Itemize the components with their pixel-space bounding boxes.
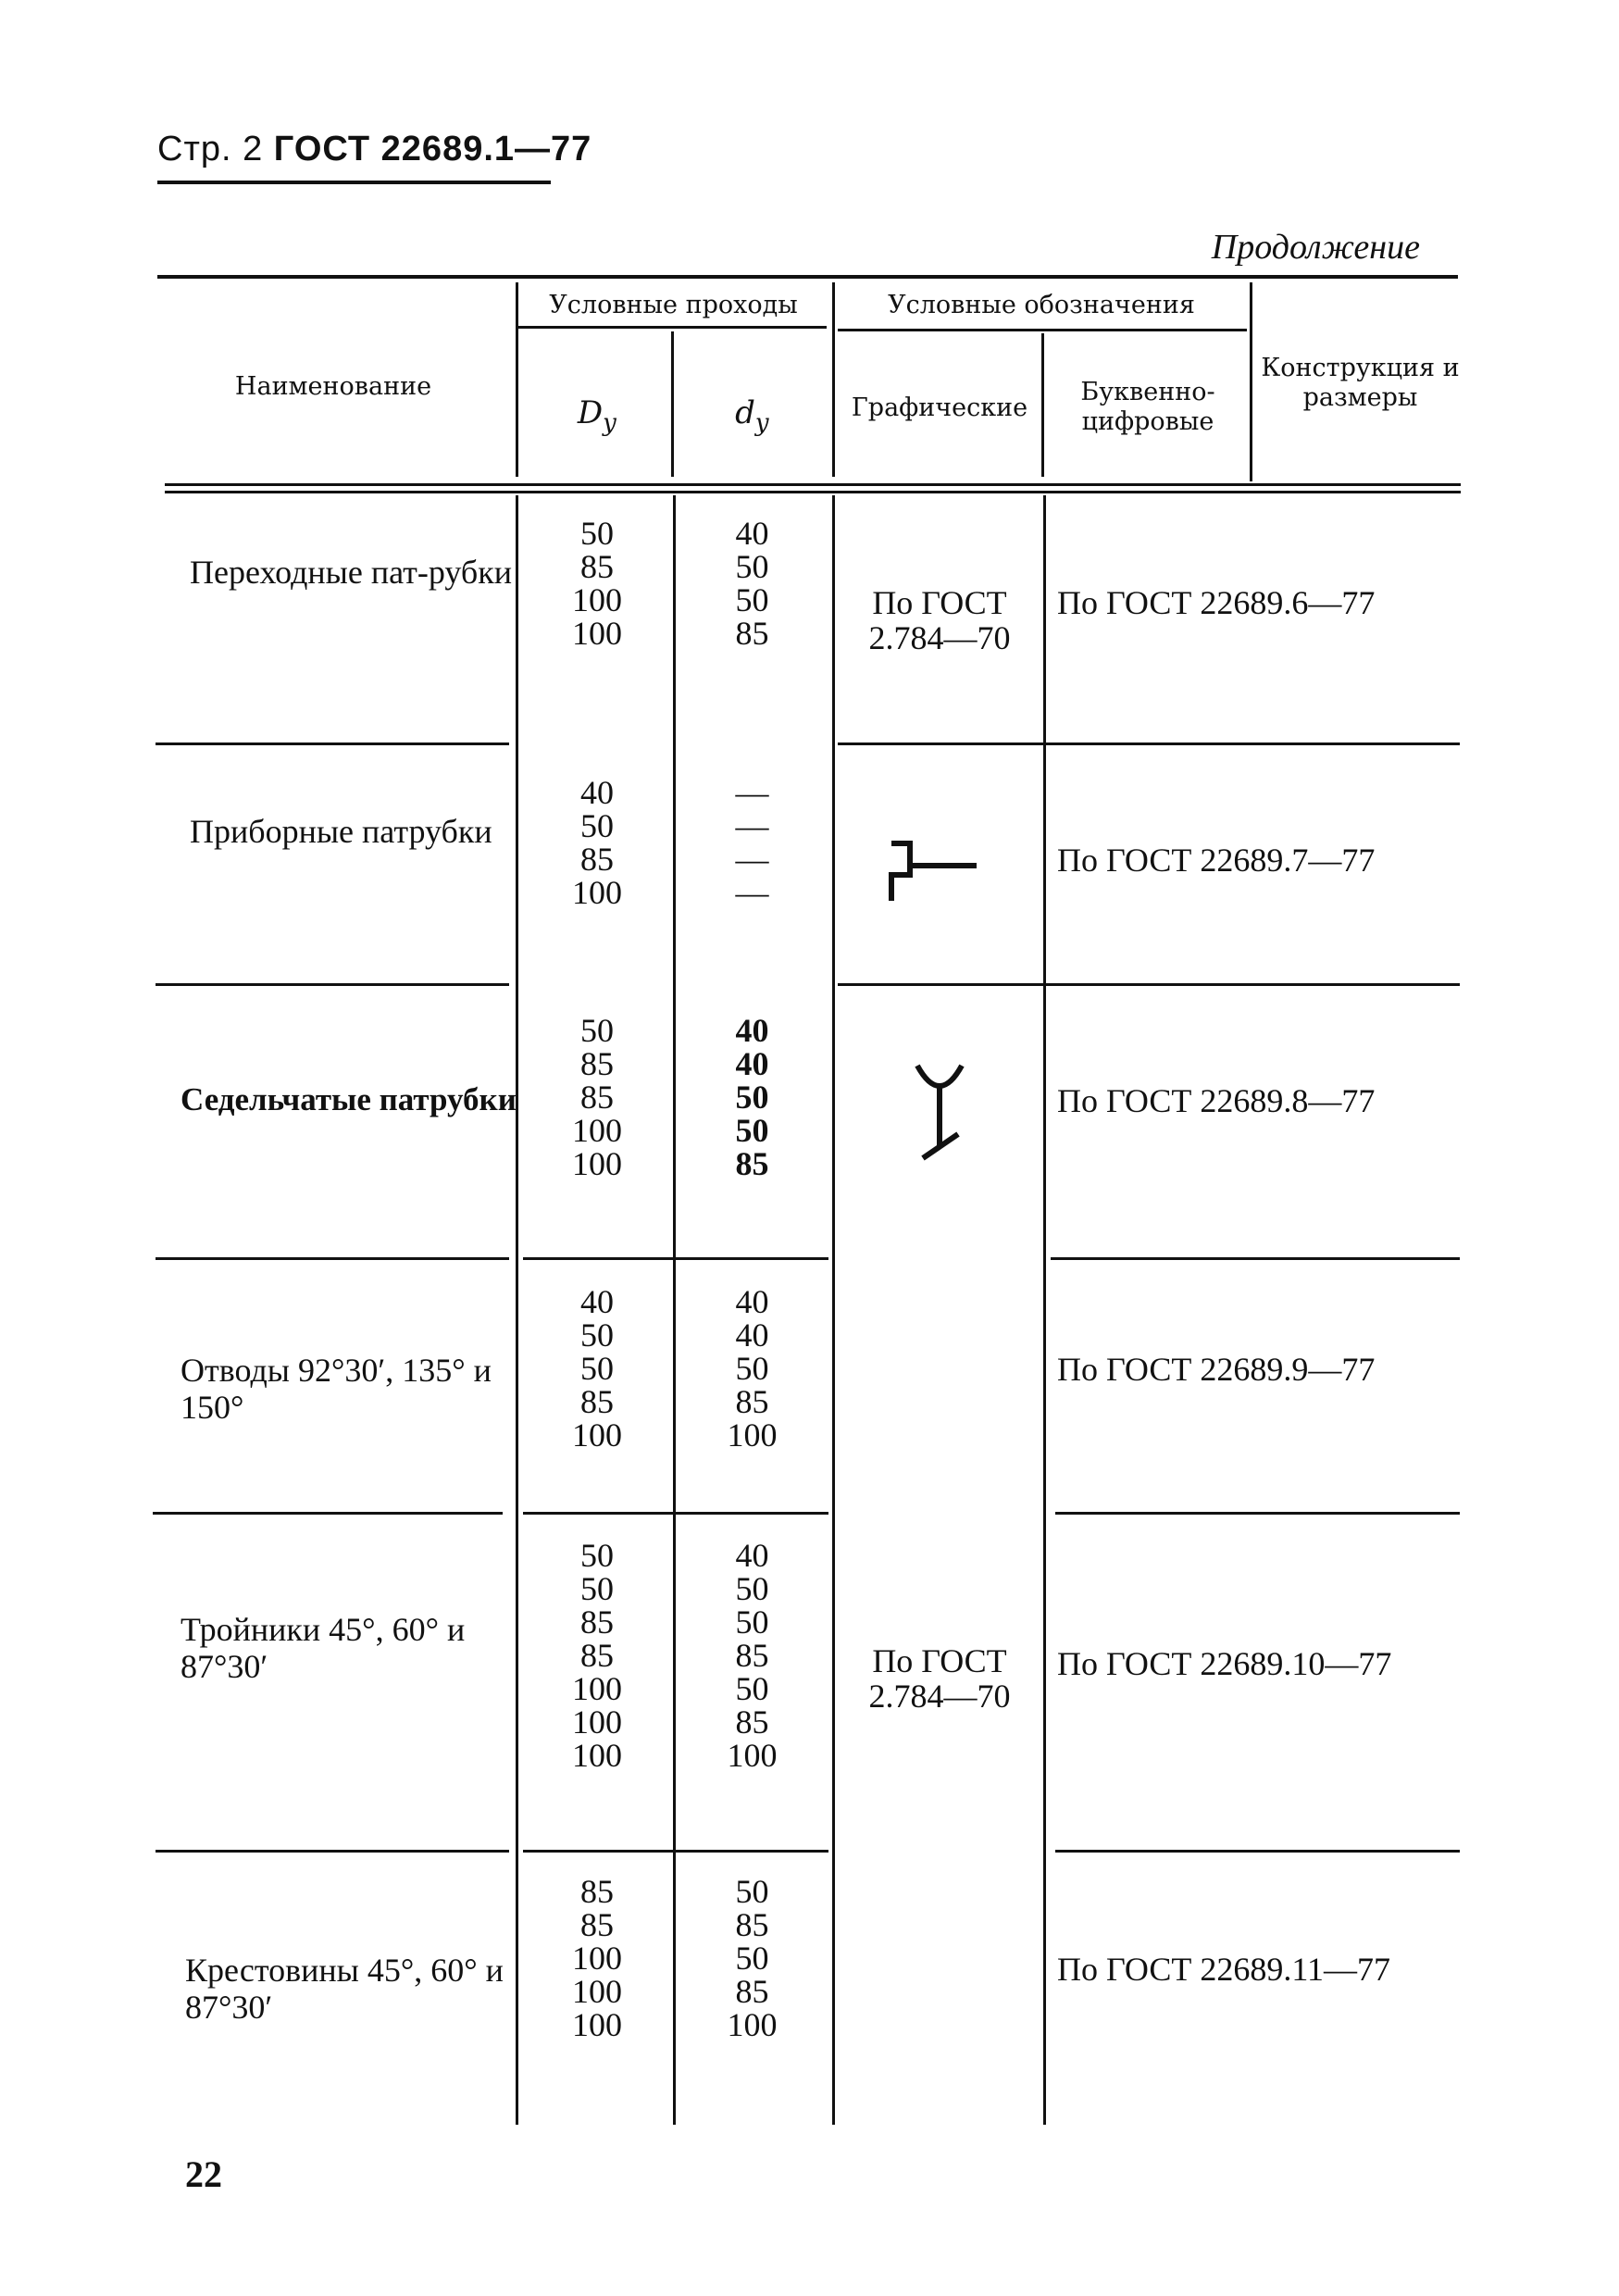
row-dy: 40 50 50 85 [735,515,769,652]
col-designations-header: Условные обозначения [888,291,1195,319]
row-name: Переходные пат-рубки [190,554,512,591]
row-name: Крестовины 45°, 60° и 87°30′ [185,1952,504,2026]
row-alnum-ref: По ГОСТ 22689.9—77 [1057,1351,1376,1388]
col-name-header: Наименование [234,372,432,401]
col-Dy-header: $D_у$ [577,394,617,437]
row-Dy: 40 50 50 85 100 [572,1283,622,1454]
row-Dy: 50 85 100 100 [572,515,622,652]
row-dy: 40 40 50 85 100 [727,1283,778,1454]
page-header [157,130,592,169]
continuation-label: Продолжение [1211,228,1420,267]
col-construction-header: Конструкция и размеры [1261,354,1460,412]
row-alnum-ref: По ГОСТ 22689.11—77 [1057,1951,1391,1988]
row-alnum-ref: По ГОСТ 22689.7—77 [1057,842,1376,879]
col-graphic-header: Графические [851,393,1028,422]
saddle-branch-icon [912,1060,967,1162]
col-passages-header: Условные проходы [549,291,798,319]
merged-graphic-ref: По ГОСТ 2.784—70 [868,1642,1011,1715]
row-graphic-ref: По ГОСТ 2.784—70 [868,584,1011,656]
row-name: Приборные патрубки [190,813,492,850]
row-name: Седельчатые патрубки [181,1081,517,1117]
row-name: Тройники 45°, 60° и 87°30′ [181,1611,466,1685]
row-Dy: 85 85 100 100 100 [572,1873,622,2043]
row-alnum-ref: По ГОСТ 22689.10—77 [1057,1645,1392,1682]
row-alnum-ref: По ГОСТ 22689.8—77 [1057,1082,1376,1119]
standard-number: ГОСТ 22689.1—77 [273,130,592,168]
header-rule [157,181,551,184]
page-label: Стр. 2 [157,130,264,168]
col-alnum-header: Буквенно-цифровые [1080,378,1215,436]
row-Dy: 50 85 85 100 100 [572,1012,622,1182]
page-number: 22 [185,2153,222,2195]
row-alnum-ref: По ГОСТ 22689.6—77 [1057,584,1376,621]
instrument-branch-icon [884,838,986,912]
row-name: Отводы 92°30′, 135° и 150° [181,1352,492,1426]
row-Dy: 40 50 85 100 [572,774,622,911]
row-dy: — — — — [735,774,769,911]
row-dy: 40 50 50 85 50 85 100 [727,1537,778,1774]
col-dy-header: $d_у$ [735,394,769,437]
row-dy: 40 40 50 50 85 [735,1012,769,1182]
row-Dy: 50 50 85 85 100 100 100 [572,1537,622,1774]
row-dy: 50 85 50 85 100 [727,1873,778,2043]
